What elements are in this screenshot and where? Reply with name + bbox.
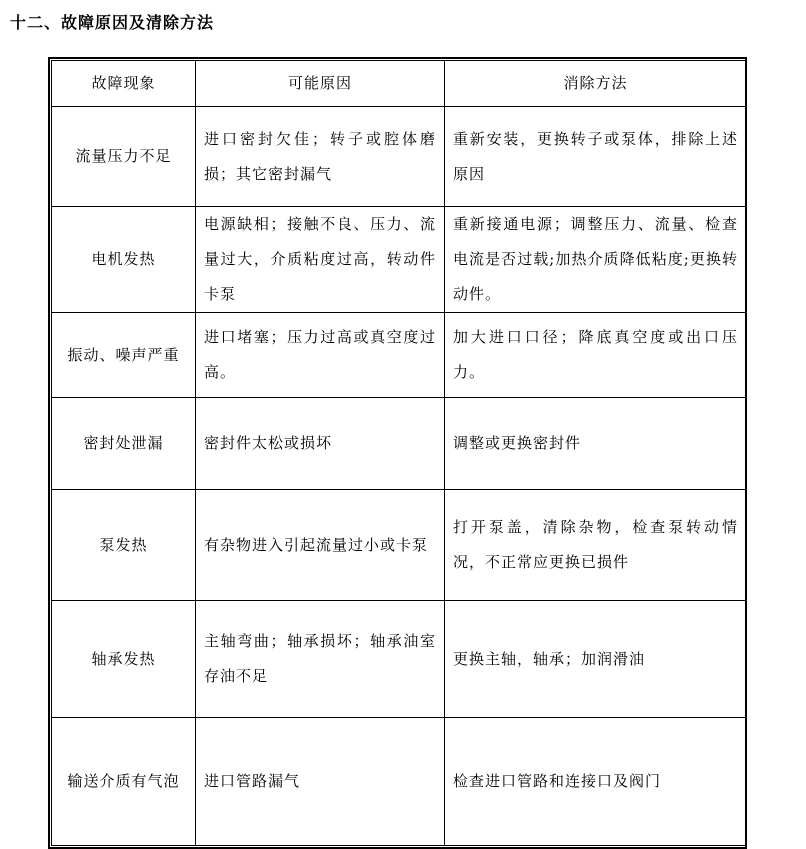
table-header-row — [52, 61, 747, 107]
table-row — [52, 490, 747, 601]
table-row — [52, 398, 747, 490]
possible-cause-cell: 有杂物进入引起流量过小或卡泵 — [196, 490, 445, 601]
header-remedy: 消除方法 — [445, 61, 747, 107]
header-possible-cause: 可能原因 — [196, 61, 445, 107]
fault-phenomenon-cell: 流量压力不足 — [52, 107, 196, 207]
remedy-cell: 检查进口管路和连接口及阀门 — [445, 718, 747, 846]
remedy-cell: 打开泵盖，清除杂物，检查泵转动情况，不正常应更换已损件 — [445, 490, 747, 601]
table-row — [52, 718, 747, 846]
table-row — [52, 601, 747, 718]
fault-table — [51, 60, 747, 846]
possible-cause-cell: 进口管路漏气 — [196, 718, 445, 846]
fault-phenomenon-cell: 输送介质有气泡 — [52, 718, 196, 846]
possible-cause-cell: 进口堵塞；压力过高或真空度过高。 — [196, 313, 445, 398]
remedy-cell: 调整或更换密封件 — [445, 398, 747, 490]
fault-phenomenon-cell: 电机发热 — [52, 207, 196, 313]
possible-cause-cell: 电源缺相；接触不良、压力、流量过大，介质粘度过高，转动件卡泵 — [196, 207, 445, 313]
possible-cause-cell: 主轴弯曲；轴承损坏；轴承油室存油不足 — [196, 601, 445, 718]
possible-cause-cell: 进口密封欠佳；转子或腔体磨损；其它密封漏气 — [196, 107, 445, 207]
header-fault-phenomenon: 故障现象 — [52, 61, 196, 107]
fault-phenomenon-cell: 轴承发热 — [52, 601, 196, 718]
table-row — [52, 207, 747, 313]
remedy-cell: 加大进口口径；降底真空度或出口压力。 — [445, 313, 747, 398]
possible-cause-cell: 密封件太松或损坏 — [196, 398, 445, 490]
table-row — [52, 107, 747, 207]
fault-table-border — [48, 57, 747, 849]
remedy-cell: 重新接通电源；调整压力、流量、检查电流是否过载;加热介质降低粘度;更换转动件。 — [445, 207, 747, 313]
fault-phenomenon-cell: 泵发热 — [52, 490, 196, 601]
remedy-cell: 更换主轴，轴承；加润滑油 — [445, 601, 747, 718]
table-row — [52, 313, 747, 398]
fault-phenomenon-cell: 密封处泄漏 — [52, 398, 196, 490]
page-title: 十二、故障原因及清除方法 — [10, 13, 215, 32]
remedy-cell: 重新安装，更换转子或泵体，排除上述原因 — [445, 107, 747, 207]
fault-phenomenon-cell: 振动、噪声严重 — [52, 313, 196, 398]
